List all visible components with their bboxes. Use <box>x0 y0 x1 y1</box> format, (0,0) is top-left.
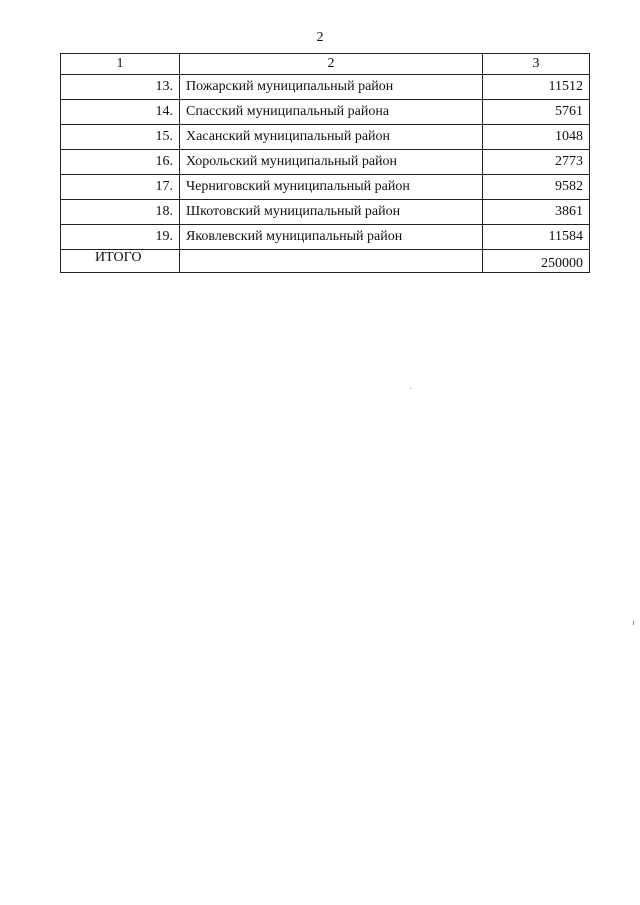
row-value: 11512 <box>483 75 590 100</box>
row-district-name: Хорольский муниципальный район <box>180 150 483 175</box>
row-value: 2773 <box>483 150 590 175</box>
row-value: 1048 <box>483 125 590 150</box>
row-number: 17. <box>61 175 180 200</box>
row-value: 11584 <box>483 225 590 250</box>
header-col-3: 3 <box>483 54 590 75</box>
scan-speck <box>633 621 634 625</box>
row-district-name: Черниговский муниципальный район <box>180 175 483 200</box>
row-number: 18. <box>61 200 180 225</box>
table-row <box>61 175 590 200</box>
table-row <box>61 100 590 125</box>
row-district-name: Шкотовский муниципальный район <box>180 200 483 225</box>
row-number: 14. <box>61 100 180 125</box>
row-number: 19. <box>61 225 180 250</box>
row-number: 16. <box>61 150 180 175</box>
table-body <box>61 75 590 273</box>
table-row <box>61 125 590 150</box>
header-row <box>61 54 590 75</box>
table-row <box>61 150 590 175</box>
row-district-name: Спасский муниципальный района <box>180 100 483 125</box>
total-value: 250000 <box>483 250 590 273</box>
row-district-name: Яковлевский муниципальный район <box>180 225 483 250</box>
table-row <box>61 75 590 100</box>
allocation-table <box>60 53 590 273</box>
row-district-name: Хасанский муниципальный район <box>180 125 483 150</box>
page-number: 2 <box>316 30 324 45</box>
row-number: 13. <box>61 75 180 100</box>
row-value: 9582 <box>483 175 590 200</box>
total-row <box>61 250 590 273</box>
total-label: ИТОГО <box>61 250 180 273</box>
header-col-2: 2 <box>180 54 483 75</box>
header-col-1: 1 <box>61 54 180 75</box>
total-name <box>180 250 483 273</box>
scan-speck <box>410 388 411 389</box>
row-number: 15. <box>61 125 180 150</box>
row-value: 5761 <box>483 100 590 125</box>
table-row <box>61 225 590 250</box>
row-district-name: Пожарский муниципальный район <box>180 75 483 100</box>
row-value: 3861 <box>483 200 590 225</box>
table-row <box>61 200 590 225</box>
table-header <box>61 54 590 75</box>
